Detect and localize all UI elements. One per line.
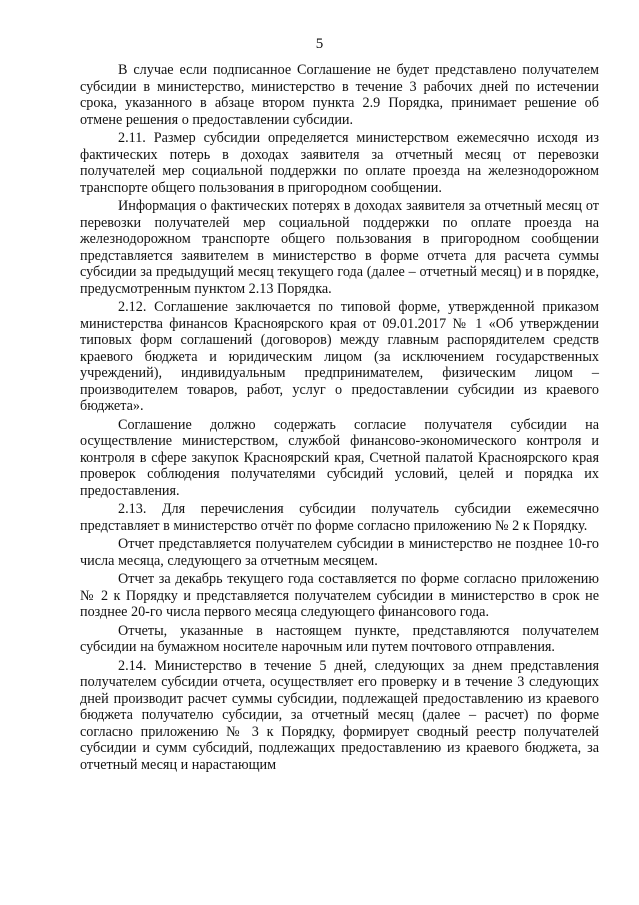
paragraph-2-11-subsidy-size: 2.11. Размер субсидии определяется министерством ежемесячно исходя из фактических потерь в доходах заявителя за отчетный месяц от перевозки получателей мер социальной поддержки по оплате проезда на железнодорожном транспорте общего пользования в пригородном сообщении. [80,130,599,196]
page-number: 5 [315,36,324,52]
document-body [80,62,599,773]
paragraph-contract-not-submitted: В случае если подписанное Соглашение не будет представлено получателем субсидии в министерство, министерство в течение 3 рабочих дней по истечении срока, указанного в абзаце втором пункта 2.9 Порядка, принимает решение об отмене решения о предоставлении субсидии. [80,62,599,128]
paragraph-2-12-agreement-form: 2.12. Соглашение заключается по типовой форме, утвержденной приказом министерства финансов Красноярского края от 09.01.2017 № 1 «Об утверждении типовых форм соглашений (договоров) между главным распорядителем средств краевого бюджета и юридическим лицом (за исключением государственных учреждений), индивидуальным предпринимателем, физическим лицом – производителем товаров, работ, услуг о предоставлении субсидии из краевого бюджета». [80,299,599,414]
paragraph-report-deadline: Отчет представляется получателем субсидии в министерство не позднее 10-го числа месяца, следующего за отчетным месяцем. [80,536,599,569]
paragraph-actual-losses-info: Информация о фактических потерях в доходах заявителя за отчетный месяц от перевозки получателей мер социальной поддержки по оплате проезда на железнодорожном транспорте общего пользования в пригородном сообщении представляется заявителем в министерство в форме отчета для расчета суммы субсидии за предыдущий месяц текущего года (далее – отчетный месяц) и в порядке, предусмотренным пунктом 2.13 Порядка. [80,198,599,297]
paragraph-agreement-consent: Соглашение должно содержать согласие получателя субсидии на осуществление министерством, службой финансово-экономического контроля и контроля в сфере закупок Красноярский края, Счетной палатой Красноярского края проверок соблюдения получателями субсидий условий, целей и порядка их предоставления. [80,416,599,499]
paragraph-report-delivery: Отчеты, указанные в настоящем пункте, представляются получателем субсидии на бумажном носителе нарочным или путем почтового отправления. [80,622,599,655]
paragraph-2-14-ministry-check: 2.14. Министерство в течение 5 дней, следующих за днем представления получателем субсидии отчета, осуществляет его проверку и в течение 3 следующих дней производит расчет суммы субсидии, подлежащей предоставлению из краевого бюджета получателю субсидии, за отчетный месяц (далее – расчет) по форме согласно приложению № 3 к Порядку, формирует сводный реестр получателей субсидии и сумм субсидий, подлежащих предоставлению из краевого бюджета, за отчетный месяц и нарастающим [80,657,599,773]
paragraph-2-13-monthly-report: 2.13. Для перечисления субсидии получатель субсидии ежемесячно представляет в министерство отчёт по форме согласно приложению № 2 к Порядку. [80,501,599,534]
paragraph-december-report: Отчет за декабрь текущего года составляется по форме согласно приложению № 2 к Порядку и представляется получателем субсидии в министерство в срок не позднее 20-го числа первого месяца следующего финансового года. [80,571,599,620]
